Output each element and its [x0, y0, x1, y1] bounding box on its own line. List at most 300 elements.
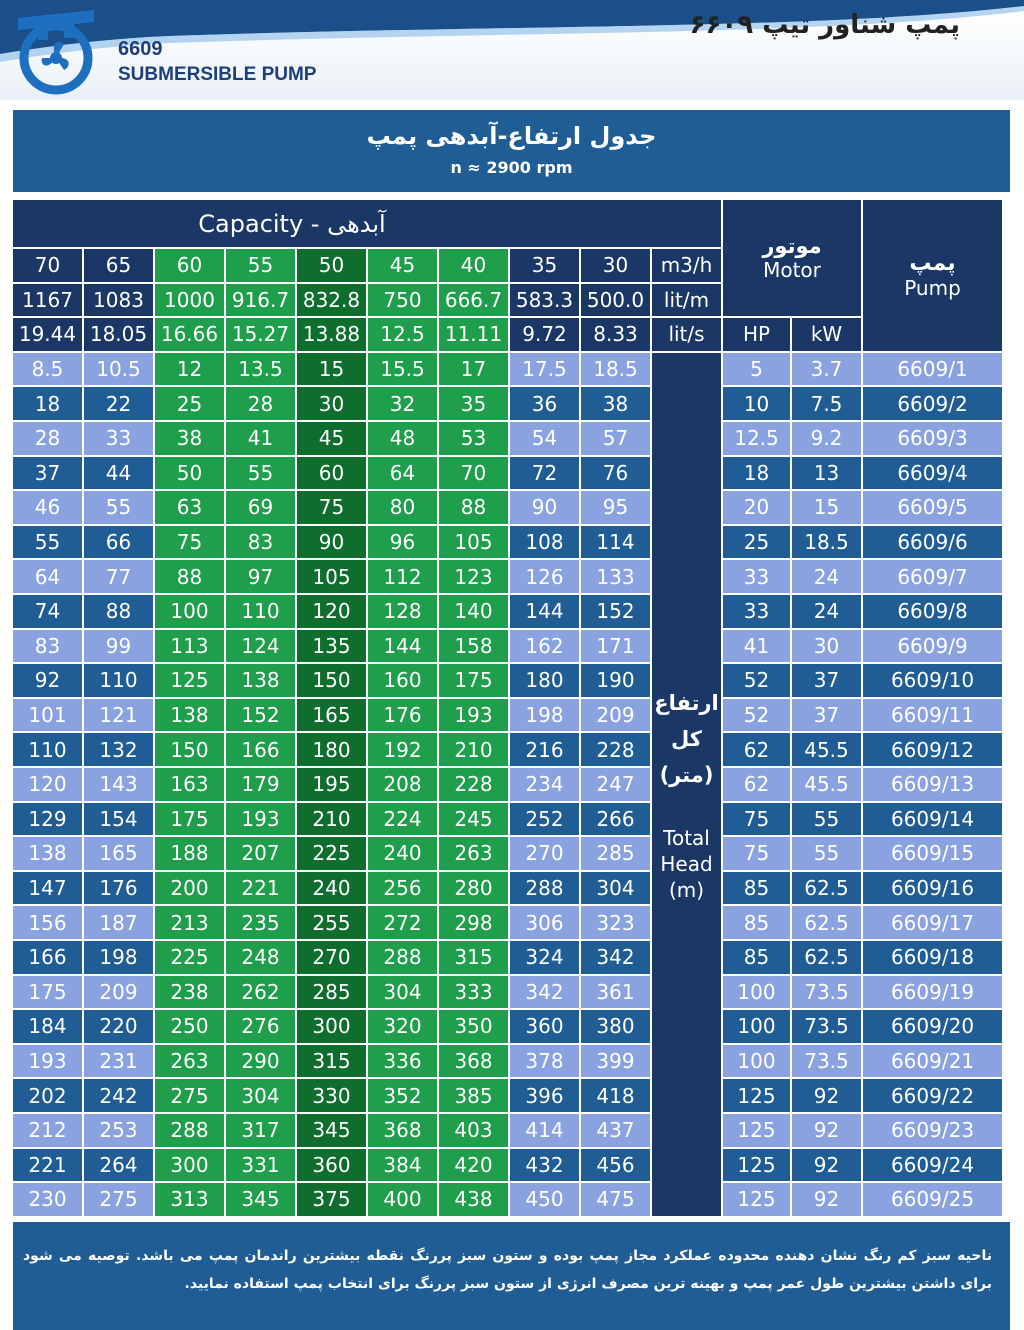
pump-model: 6609/11	[863, 699, 1002, 732]
flow-unit: lit/s	[652, 318, 721, 351]
pump-model: 6609/2	[863, 387, 1002, 420]
head-label-en: (m)	[668, 878, 705, 903]
head-value: 55	[226, 457, 295, 490]
head-value: 285	[581, 837, 650, 870]
kw-value: 24	[792, 595, 861, 628]
kw-value: 62.5	[792, 872, 861, 905]
head-value: 171	[581, 630, 650, 663]
head-value: 83	[13, 630, 82, 663]
head-value: 188	[155, 837, 224, 870]
head-value: 270	[297, 941, 366, 974]
head-value: 108	[510, 526, 579, 559]
head-value: 209	[84, 976, 153, 1009]
head-value: 438	[439, 1183, 508, 1216]
head-value: 154	[84, 803, 153, 836]
head-value: 208	[368, 768, 437, 801]
pump-model: 6609/23	[863, 1114, 1002, 1147]
head-value: 120	[13, 768, 82, 801]
head-value: 235	[226, 906, 295, 939]
head-value: 13.5	[226, 353, 295, 386]
head-value: 290	[226, 1045, 295, 1078]
pump-model: 6609/3	[863, 422, 1002, 455]
pump-model: 6609/18	[863, 941, 1002, 974]
head-value: 225	[155, 941, 224, 974]
head-value: 336	[368, 1045, 437, 1078]
head-value: 323	[581, 906, 650, 939]
performance-table	[13, 200, 1010, 1218]
flow-value: 18.05	[84, 318, 153, 351]
pump-model: 6609/13	[863, 768, 1002, 801]
head-value: 352	[368, 1079, 437, 1112]
head-value: 18.5	[581, 353, 650, 386]
head-value: 216	[510, 733, 579, 766]
head-value: 324	[510, 941, 579, 974]
kw-value: 45.5	[792, 768, 861, 801]
head-value: 80	[368, 491, 437, 524]
head-value: 262	[226, 976, 295, 1009]
head-value: 55	[84, 491, 153, 524]
head-value: 275	[155, 1079, 224, 1112]
flow-value: 35	[510, 249, 579, 282]
head-value: 114	[581, 526, 650, 559]
kw-value: 73.5	[792, 1045, 861, 1078]
hp-value: 100	[723, 976, 790, 1009]
head-value: 193	[439, 699, 508, 732]
pump-model: 6609/1	[863, 353, 1002, 386]
hp-value: 25	[723, 526, 790, 559]
capacity-header: Capacity - آبدهی	[13, 200, 721, 247]
head-value: 38	[581, 387, 650, 420]
motor-header	[723, 200, 861, 316]
head-value: 156	[13, 906, 82, 939]
pump-model: 6609/16	[863, 872, 1002, 905]
head-value: 69	[226, 491, 295, 524]
head-value: 88	[84, 595, 153, 628]
hp-value: 85	[723, 906, 790, 939]
head-value: 234	[510, 768, 579, 801]
head-value: 64	[368, 457, 437, 490]
hp-value: 18	[723, 457, 790, 490]
head-value: 313	[155, 1183, 224, 1216]
head-value: 213	[155, 906, 224, 939]
head-value: 75	[155, 526, 224, 559]
page-title: پمپ شناور تیپ ۶۶۰۹	[689, 10, 960, 40]
head-value: 110	[226, 595, 295, 628]
head-value: 28	[13, 422, 82, 455]
head-value: 331	[226, 1149, 295, 1182]
head-value: 57	[581, 422, 650, 455]
head-value: 288	[368, 941, 437, 974]
head-value: 420	[439, 1149, 508, 1182]
flow-value: 11.11	[439, 318, 508, 351]
flow-value: 9.72	[510, 318, 579, 351]
head-value: 288	[510, 872, 579, 905]
pump-model: 6609/4	[863, 457, 1002, 490]
flow-value: 30	[581, 249, 650, 282]
head-value: 304	[226, 1079, 295, 1112]
head-value: 70	[439, 457, 508, 490]
hp-value: 41	[723, 630, 790, 663]
head-value: 96	[368, 526, 437, 559]
head-value: 54	[510, 422, 579, 455]
hp-value: 52	[723, 699, 790, 732]
head-value: 399	[581, 1045, 650, 1078]
head-value: 147	[13, 872, 82, 905]
head-value: 138	[155, 699, 224, 732]
head-value: 120	[297, 595, 366, 628]
head-value: 138	[13, 837, 82, 870]
head-value: 193	[226, 803, 295, 836]
head-value: 200	[155, 872, 224, 905]
hp-value: 33	[723, 595, 790, 628]
head-value: 152	[226, 699, 295, 732]
hp-value: 10	[723, 387, 790, 420]
head-value: 15	[297, 353, 366, 386]
flow-value: 70	[13, 249, 82, 282]
pump-model: 6609/6	[863, 526, 1002, 559]
head-value: 15.5	[368, 353, 437, 386]
head-label-fa: کل	[671, 727, 702, 752]
head-value: 221	[13, 1149, 82, 1182]
page-header	[0, 0, 1024, 100]
hp-value: 52	[723, 664, 790, 697]
head-value: 333	[439, 976, 508, 1009]
head-value: 28	[226, 387, 295, 420]
head-value: 77	[84, 560, 153, 593]
head-value: 360	[297, 1149, 366, 1182]
head-value: 66	[84, 526, 153, 559]
flow-value: 583.3	[510, 284, 579, 317]
hp-value: 5	[723, 353, 790, 386]
head-value: 263	[155, 1045, 224, 1078]
kw-value: 37	[792, 699, 861, 732]
head-value: 400	[368, 1183, 437, 1216]
head-value: 368	[368, 1114, 437, 1147]
head-value: 126	[510, 560, 579, 593]
head-value: 315	[297, 1045, 366, 1078]
head-value: 345	[297, 1114, 366, 1147]
head-value: 37	[13, 457, 82, 490]
head-value: 210	[297, 803, 366, 836]
hp-value: 100	[723, 1010, 790, 1043]
head-value: 74	[13, 595, 82, 628]
head-value: 360	[510, 1010, 579, 1043]
head-value: 179	[226, 768, 295, 801]
pump-model: 6609/20	[863, 1010, 1002, 1043]
head-value: 165	[84, 837, 153, 870]
head-value: 150	[155, 733, 224, 766]
pump-label-en: Pump	[904, 275, 961, 300]
head-value: 245	[439, 803, 508, 836]
model-number: 6609	[118, 38, 163, 60]
head-value: 432	[510, 1149, 579, 1182]
head-value: 63	[155, 491, 224, 524]
head-value: 263	[439, 837, 508, 870]
kw-value: 9.2	[792, 422, 861, 455]
head-value: 342	[510, 976, 579, 1009]
head-value: 36	[510, 387, 579, 420]
head-value: 144	[510, 595, 579, 628]
pump-header	[863, 200, 1002, 351]
hp-value: 62	[723, 733, 790, 766]
pump-label-fa: پمپ	[909, 250, 956, 276]
head-value: 210	[439, 733, 508, 766]
kw-value: 13	[792, 457, 861, 490]
head-value: 198	[510, 699, 579, 732]
head-value: 25	[155, 387, 224, 420]
total-head-header	[652, 353, 721, 1216]
head-value: 97	[226, 560, 295, 593]
hp-value: 125	[723, 1149, 790, 1182]
pump-model: 6609/9	[863, 630, 1002, 663]
head-value: 256	[368, 872, 437, 905]
head-value: 180	[297, 733, 366, 766]
head-value: 150	[297, 664, 366, 697]
head-value: 165	[297, 699, 366, 732]
head-value: 280	[439, 872, 508, 905]
hp-value: 100	[723, 1045, 790, 1078]
head-value: 225	[297, 837, 366, 870]
head-value: 46	[13, 491, 82, 524]
flow-value: 50	[297, 249, 366, 282]
head-value: 176	[84, 872, 153, 905]
hp-value: 20	[723, 491, 790, 524]
head-value: 105	[297, 560, 366, 593]
head-value: 12	[155, 353, 224, 386]
head-value: 264	[84, 1149, 153, 1182]
head-value: 158	[439, 630, 508, 663]
head-value: 33	[84, 422, 153, 455]
flow-value: 832.8	[297, 284, 366, 317]
head-value: 231	[84, 1045, 153, 1078]
flow-value: 1083	[84, 284, 153, 317]
head-value: 403	[439, 1114, 508, 1147]
hp-value: 125	[723, 1114, 790, 1147]
hp-value: 125	[723, 1183, 790, 1216]
head-value: 124	[226, 630, 295, 663]
pump-model: 6609/21	[863, 1045, 1002, 1078]
flow-value: 1167	[13, 284, 82, 317]
head-value: 361	[581, 976, 650, 1009]
motor-label-en: Motor	[763, 258, 821, 283]
head-label-en: Head	[660, 852, 713, 877]
head-value: 45	[297, 422, 366, 455]
head-value: 184	[13, 1010, 82, 1043]
pump-model: 6609/14	[863, 803, 1002, 836]
head-value: 166	[226, 733, 295, 766]
flow-value: 1000	[155, 284, 224, 317]
head-value: 272	[368, 906, 437, 939]
head-value: 38	[155, 422, 224, 455]
head-value: 176	[368, 699, 437, 732]
head-value: 252	[510, 803, 579, 836]
head-value: 60	[297, 457, 366, 490]
product-name: SUBMERSIBLE PUMP	[118, 64, 317, 85]
pump-model: 6609/10	[863, 664, 1002, 697]
head-value: 221	[226, 872, 295, 905]
head-value: 385	[439, 1079, 508, 1112]
head-value: 288	[155, 1114, 224, 1147]
head-value: 285	[297, 976, 366, 1009]
hp-value: 12.5	[723, 422, 790, 455]
pump-model: 6609/17	[863, 906, 1002, 939]
head-value: 207	[226, 837, 295, 870]
motor-label-fa: موتور	[762, 234, 822, 259]
head-value: 202	[13, 1079, 82, 1112]
head-label-fa: (متر)	[659, 763, 714, 788]
kw-value: 30	[792, 630, 861, 663]
kw-header: kW	[792, 318, 861, 351]
head-value: 275	[84, 1183, 153, 1216]
flow-value: 55	[226, 249, 295, 282]
head-value: 228	[439, 768, 508, 801]
pump-model: 6609/7	[863, 560, 1002, 593]
kw-value: 7.5	[792, 387, 861, 420]
head-value: 48	[368, 422, 437, 455]
pump-model: 6609/15	[863, 837, 1002, 870]
head-value: 396	[510, 1079, 579, 1112]
footnote: ناحیه سبز کم رنگ نشان دهنده محدوده عملکرد مجاز پمپ بوده و ستون سبز پررنگ نقطه بیشترین راندمان پمپ می باشد. توصیه می شود برای داشتن بیشترین طول عمر پمپ و بهینه ترین مصرف انرژی از ستون سبز پررنگ برای انتخاب پمپ استفاده نمایید.	[13, 1222, 1010, 1330]
head-value: 50	[155, 457, 224, 490]
head-value: 220	[84, 1010, 153, 1043]
flow-value: 45	[368, 249, 437, 282]
head-value: 180	[510, 664, 579, 697]
flow-value: 16.66	[155, 318, 224, 351]
table-banner	[13, 110, 1010, 192]
hp-value: 75	[723, 837, 790, 870]
head-value: 163	[155, 768, 224, 801]
head-value: 350	[439, 1010, 508, 1043]
head-value: 64	[13, 560, 82, 593]
head-value: 110	[84, 664, 153, 697]
head-value: 41	[226, 422, 295, 455]
head-value: 53	[439, 422, 508, 455]
head-label-en: Total	[663, 826, 710, 851]
head-value: 230	[13, 1183, 82, 1216]
kw-value: 92	[792, 1079, 861, 1112]
flow-value: 13.88	[297, 318, 366, 351]
pump-model: 6609/22	[863, 1079, 1002, 1112]
head-value: 247	[581, 768, 650, 801]
hp-value: 62	[723, 768, 790, 801]
head-value: 175	[155, 803, 224, 836]
head-value: 99	[84, 630, 153, 663]
head-value: 380	[581, 1010, 650, 1043]
head-value: 138	[226, 664, 295, 697]
head-value: 270	[510, 837, 579, 870]
head-value: 266	[581, 803, 650, 836]
head-value: 128	[368, 595, 437, 628]
kw-value: 45.5	[792, 733, 861, 766]
head-value: 17.5	[510, 353, 579, 386]
kw-value: 15	[792, 491, 861, 524]
head-value: 414	[510, 1114, 579, 1147]
head-value: 250	[155, 1010, 224, 1043]
flow-value: 15.27	[226, 318, 295, 351]
kw-value: 62.5	[792, 906, 861, 939]
head-value: 112	[368, 560, 437, 593]
head-value: 88	[155, 560, 224, 593]
head-value: 330	[297, 1079, 366, 1112]
flow-unit: lit/m	[652, 284, 721, 317]
pump-model: 6609/8	[863, 595, 1002, 628]
head-value: 300	[297, 1010, 366, 1043]
head-value: 212	[13, 1114, 82, 1147]
head-value: 345	[226, 1183, 295, 1216]
head-value: 238	[155, 976, 224, 1009]
head-value: 375	[297, 1183, 366, 1216]
head-value: 76	[581, 457, 650, 490]
head-value: 320	[368, 1010, 437, 1043]
head-value: 8.5	[13, 353, 82, 386]
head-value: 90	[510, 491, 579, 524]
pump-model: 6609/24	[863, 1149, 1002, 1182]
head-value: 92	[13, 664, 82, 697]
head-value: 190	[581, 664, 650, 697]
head-value: 224	[368, 803, 437, 836]
head-value: 132	[84, 733, 153, 766]
kw-value: 73.5	[792, 976, 861, 1009]
kw-value: 18.5	[792, 526, 861, 559]
head-value: 342	[581, 941, 650, 974]
flow-value: 500.0	[581, 284, 650, 317]
hp-header: HP	[723, 318, 790, 351]
head-value: 456	[581, 1149, 650, 1182]
head-value: 55	[13, 526, 82, 559]
head-value: 144	[368, 630, 437, 663]
flow-value: 916.7	[226, 284, 295, 317]
head-label-fa: ارتفاع	[654, 691, 719, 716]
head-value: 143	[84, 768, 153, 801]
pump-model: 6609/25	[863, 1183, 1002, 1216]
head-value: 88	[439, 491, 508, 524]
hp-value: 85	[723, 872, 790, 905]
head-value: 175	[13, 976, 82, 1009]
head-value: 83	[226, 526, 295, 559]
head-value: 162	[510, 630, 579, 663]
head-value: 198	[84, 941, 153, 974]
head-value: 152	[581, 595, 650, 628]
head-value: 125	[155, 664, 224, 697]
head-value: 101	[13, 699, 82, 732]
flow-value: 750	[368, 284, 437, 317]
head-value: 18	[13, 387, 82, 420]
company-logo	[14, 4, 98, 96]
head-value: 242	[84, 1079, 153, 1112]
head-value: 450	[510, 1183, 579, 1216]
head-value: 187	[84, 906, 153, 939]
head-value: 133	[581, 560, 650, 593]
speed-label: n ≈ 2900 rpm	[450, 158, 573, 177]
head-value: 10.5	[84, 353, 153, 386]
head-value: 298	[439, 906, 508, 939]
head-value: 123	[439, 560, 508, 593]
head-value: 17	[439, 353, 508, 386]
hp-value: 33	[723, 560, 790, 593]
head-value: 384	[368, 1149, 437, 1182]
head-value: 121	[84, 699, 153, 732]
head-value: 35	[439, 387, 508, 420]
flow-value: 40	[439, 249, 508, 282]
flow-value: 12.5	[368, 318, 437, 351]
kw-value: 73.5	[792, 1010, 861, 1043]
head-value: 110	[13, 733, 82, 766]
head-value: 22	[84, 387, 153, 420]
head-value: 44	[84, 457, 153, 490]
kw-value: 24	[792, 560, 861, 593]
hp-value: 125	[723, 1079, 790, 1112]
head-value: 175	[439, 664, 508, 697]
